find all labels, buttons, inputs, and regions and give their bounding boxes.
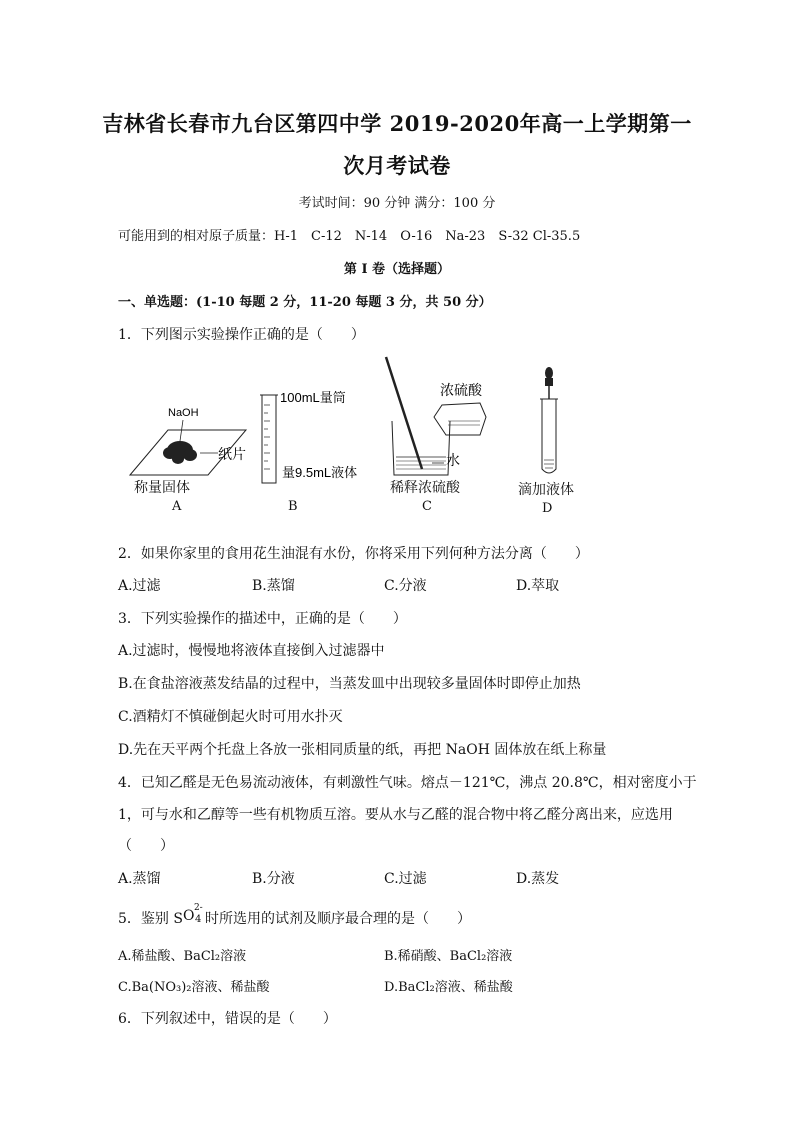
atomic-masses: 可能用到的相对原子质量：H-1 C-12 N-14 O-16 Na-23 S-32 Cl-35.5: [118, 229, 581, 244]
q5-stem: [118, 903, 471, 928]
q5-stem-pre: 5．鉴别 S: [118, 911, 183, 927]
sulfate-sub: 4: [194, 914, 202, 925]
figure-b: [256, 385, 376, 520]
q2-option-a: A.过滤: [118, 578, 161, 594]
q4-option-d: D.蒸发: [516, 871, 560, 887]
q4-option-c: C.过滤: [384, 871, 427, 887]
sulfate-sup: 2-: [193, 903, 203, 913]
figure-d-caption: 滴加液体: [518, 481, 574, 497]
page-title-line2: 次月考试卷: [343, 153, 451, 178]
section-title: 一、单选题：(1-10 每题 2 分，11-20 每题 3 分，共 50 分）: [118, 295, 492, 310]
weighing-paper-diagram: [128, 395, 248, 485]
q3-stem: 3．下列实验操作的描述中，正确的是（ ）: [118, 611, 407, 627]
conc-acid-label: 浓硫酸: [440, 382, 482, 398]
volume-title: 第 I 卷（选择题）: [343, 262, 451, 277]
figure-a-letter: A: [172, 499, 182, 514]
q3-option-c: C.酒精灯不慎碰倒起火时可用水扑灭: [118, 709, 343, 725]
figure-b-letter: B: [288, 499, 298, 514]
naoh-label: NaOH: [168, 407, 199, 419]
q3-option-d: D.先在天平两个托盘上各放一张相同质量的纸，再把 NaOH 固体放在纸上称量: [118, 742, 607, 758]
figure-c-letter: C: [422, 499, 432, 514]
q5-option-a: A.稀盐酸、BaCl₂溶液: [118, 949, 247, 964]
figure-a: [128, 395, 248, 520]
q2-option-b: B.蒸馏: [252, 578, 295, 594]
page-title-line1: 吉林省长春市九台区第四中学 2019-2020年高一上学期第一: [102, 111, 692, 136]
figure-a-caption: 称量固体: [134, 479, 190, 495]
q4-option-a: A.蒸馏: [118, 871, 161, 887]
q5-option-b: B.稀硝酸、BaCl₂溶液: [384, 949, 513, 964]
q5-option-d: D.BaCl₂溶液、稀盐酸: [384, 980, 513, 995]
q4-line2: 1，可与水和乙醇等一些有机物质互溶。要从水与乙醛的混合物中将乙醛分离出来，应选用: [118, 807, 673, 823]
figure-d: [512, 365, 612, 520]
sulfate-o: O: [182, 908, 195, 924]
q4-line3: （ ）: [118, 838, 174, 854]
q3-option-a: A.过滤时，慢慢地将液体直接倒入过滤器中: [118, 643, 385, 659]
figure-c-caption: 稀释浓硫酸: [390, 479, 460, 495]
sulfate-ion: [182, 903, 205, 927]
paper-label: 纸片: [218, 446, 246, 462]
cylinder-bottom-label: 量9.5mL液体: [282, 465, 358, 480]
figure-d-letter: D: [542, 501, 553, 516]
q5-stem-post: 时所选用的试剂及顺序最合理的是（ ）: [204, 911, 471, 927]
water-label: 水: [446, 452, 460, 468]
q1-stem: 1．下列图示实验操作正确的是（ ）: [118, 327, 365, 343]
graduated-cylinder-diagram: [256, 385, 376, 485]
q2-option-c: C.分液: [384, 578, 427, 594]
q2-option-d: D.萃取: [516, 578, 560, 594]
q4-option-b: B.分液: [252, 871, 295, 887]
dilution-beaker-diagram: [384, 355, 504, 480]
cylinder-top-label: 100mL量筒: [280, 390, 346, 405]
q5-option-c: C.Ba(NO₃)₂溶液、稀盐酸: [118, 980, 270, 995]
dropper-test-tube-diagram: [512, 365, 612, 480]
q2-stem: 2．如果你家里的食用花生油混有水份，你将采用下列何种方法分离（ ）: [118, 546, 589, 562]
q6-stem: 6．下列叙述中，错误的是（ ）: [118, 1011, 337, 1027]
figure-c: [384, 355, 504, 520]
q4-line1: 4．已知乙醛是无色易流动液体，有刺激性气味。熔点－121℃，沸点 20.8℃，相对密度小于: [118, 775, 697, 791]
exam-info: 考试时间：90 分钟 满分：100 分: [298, 196, 496, 211]
q3-option-b: B.在食盐溶液蒸发结晶的过程中，当蒸发皿中出现较多量固体时即停止加热: [118, 676, 581, 692]
